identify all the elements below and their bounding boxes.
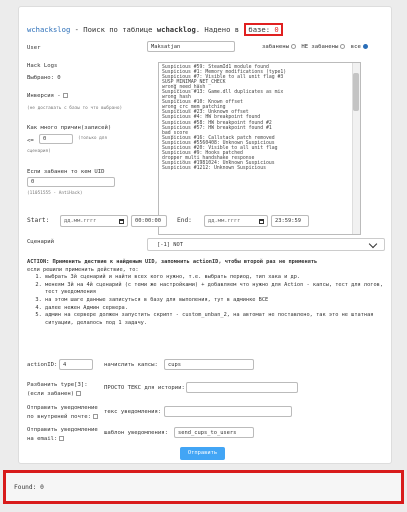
- found-text: Found: 0: [14, 484, 44, 491]
- list-item[interactable]: wrong_crc_mem_patching: [162, 105, 226, 111]
- submit-button[interactable]: Отправить: [180, 447, 225, 460]
- history-input[interactable]: [186, 382, 298, 393]
- unban-note: (если забанен): [27, 391, 75, 397]
- action-id-label: actionID:: [27, 362, 58, 368]
- start-date-input[interactable]: [60, 215, 128, 227]
- header-link[interactable]: wchackslog: [27, 25, 71, 34]
- action-steps: [27, 274, 387, 327]
- internal-mail-label-2: по внутреней почте:: [27, 414, 91, 420]
- caps-label: начислить капсы:: [104, 362, 158, 368]
- inversion-checkbox[interactable]: [63, 93, 68, 98]
- hack-logs-items: [162, 65, 360, 171]
- list-item[interactable]: Suspicious #1: Memory modifications (type1): [162, 70, 287, 76]
- unban-note-row: [27, 391, 81, 397]
- start-time-value: 00:00:00: [135, 218, 161, 224]
- email-checkbox[interactable]: [59, 436, 64, 441]
- internal-mail-label: Отправить уведомление: [27, 405, 98, 411]
- internal-mail-row: [27, 414, 98, 420]
- list-item[interactable]: Suspicious #57: HW breakpoint found #1: [162, 125, 272, 131]
- unban-row: [27, 382, 88, 388]
- list-item[interactable]: dropper_multi_handshake_response: [162, 155, 255, 161]
- scenario-label: Сценарий: [27, 239, 54, 245]
- hack-logs-list[interactable]: [158, 62, 361, 235]
- base-count: 0: [274, 25, 279, 34]
- radio-notbanned[interactable]: [340, 44, 345, 49]
- found-panel: [3, 470, 404, 504]
- list-item[interactable]: Suspicious #9: Hooks patched: [162, 150, 243, 156]
- end-time-value: 23:59:59: [275, 218, 301, 224]
- radio-banned[interactable]: [291, 44, 296, 49]
- action-line2: если решили применить действие, то:: [27, 266, 139, 273]
- unban-checkbox[interactable]: [76, 391, 81, 396]
- banned-uid-note: (11051555 - AntiHack): [27, 191, 83, 196]
- start-label: Start:: [27, 217, 50, 224]
- list-item[interactable]: Suspicious #1981024: Unknown Suspicious: [162, 160, 275, 166]
- list-item[interactable]: SUSP_MINIMAP_NET_CHECK: [162, 80, 226, 86]
- list-item[interactable]: wrong_need_hash: [162, 85, 206, 91]
- action-step: 4. далее нежен Админ сервера.: [45, 305, 387, 313]
- user-input[interactable]: [147, 41, 235, 52]
- action-step: 5. админ на сервере должен запустить скрипт - custom_unban_2, на автомат не поставлено, так это не штатная ситуации, делалось под 1 задачу.: [45, 312, 387, 327]
- header-found-label: . Надено в: [195, 25, 244, 34]
- list-item[interactable]: Suspicious #59: SteamId1 module found: [162, 65, 269, 70]
- scenario-value: [-1] NOT: [157, 242, 183, 248]
- list-item[interactable]: Suspicious #20: Visible to all unit flag: [162, 145, 278, 151]
- action-step: 2. менеям 3й на 4й сценарий (с теми же настройками) + добавляем что нужно для Action - капсы, тест для логов, тест уведомления: [45, 282, 387, 297]
- count-operator: <=: [27, 138, 34, 144]
- end-date-placeholder: дд.мм.гггг: [208, 218, 241, 224]
- list-item[interactable]: Suspicious #13: Game.dll duplicates as mix: [162, 90, 284, 96]
- list-item[interactable]: Suspicious #1212: Unknown Suspicious: [162, 165, 266, 171]
- count-label: Как много причин(записей): [27, 125, 112, 131]
- header-table-name: wchacklog: [156, 25, 196, 34]
- header-prefix: - Поиск по таблице: [70, 25, 157, 34]
- inversion-note: (не доставать с базы то что выбрано): [27, 106, 123, 111]
- notif-text-label: текс уведомления:: [104, 409, 162, 415]
- selected-count: Выбрано: 0: [27, 75, 61, 81]
- action-step: 3. на этом шаге данные записуться в базу для выполения, тут в админке ВСЕ: [45, 297, 387, 305]
- page-title: [27, 23, 283, 36]
- chevron-down-icon: [369, 240, 377, 248]
- search-card: [18, 6, 392, 464]
- inversion-label: Инверсия -: [27, 93, 61, 99]
- list-item[interactable]: Suspicious #58: HW breakpoint found #2: [162, 120, 272, 126]
- history-label: ПРОСТО ТЕКС для истории:: [104, 385, 185, 391]
- count-note-2: сценария): [27, 149, 51, 154]
- radio-all-label: все: [350, 44, 361, 50]
- list-item[interactable]: Suspicious #23: Unknown offset: [162, 110, 249, 116]
- unban-label: Разбанить type[3]:: [27, 382, 88, 388]
- list-scrollbar-track[interactable]: [352, 63, 360, 234]
- start-date-placeholder: дд.мм.гггг: [64, 218, 97, 224]
- list-item[interactable]: bad_score: [162, 130, 188, 136]
- user-label: User: [27, 45, 41, 51]
- list-item[interactable]: wrong_hash: [162, 95, 191, 101]
- banned-uid-label: Если забанен то кем UID: [27, 169, 105, 175]
- email-label: Отправить уведомление: [27, 427, 98, 433]
- user-filter-radios: [262, 44, 370, 50]
- base-label: базе:: [248, 25, 275, 34]
- list-item[interactable]: Suspicious #10: Known offset: [162, 100, 243, 106]
- internal-mail-checkbox[interactable]: [93, 414, 98, 419]
- list-scrollbar-thumb[interactable]: [353, 73, 359, 111]
- count-input[interactable]: [39, 134, 73, 144]
- end-time-input[interactable]: [271, 215, 309, 227]
- inversion-row: [27, 93, 68, 99]
- banned-uid-input[interactable]: [27, 177, 115, 187]
- list-item[interactable]: Suspicious #4: HW breakpoint found: [162, 115, 261, 121]
- email-label-2: на email:: [27, 436, 58, 442]
- hack-logs-label: Hack Logs: [27, 63, 58, 69]
- list-item[interactable]: Suspicious #16: Callstack patch removed: [162, 135, 275, 141]
- end-label: End:: [177, 217, 192, 224]
- base-count-box: [244, 23, 282, 36]
- action-line1: ACTION: Применить дествие к найденым UID, запомнить actionID, чтобы второй раз не применять: [27, 259, 318, 265]
- end-date-input[interactable]: [204, 215, 268, 227]
- caps-input[interactable]: [164, 359, 254, 370]
- start-time-input[interactable]: [131, 215, 167, 227]
- action-instructions: [27, 259, 387, 327]
- list-item[interactable]: Suspicious #7: Visible to all unit flag #3: [162, 75, 284, 81]
- email-row: [27, 436, 64, 442]
- action-step: 1. выбрать 3й сценарий и найти всех кого нужно, т.е. выбрать период, тип хака и др.: [45, 274, 387, 282]
- template-input[interactable]: [174, 427, 254, 438]
- count-note: (только для: [78, 136, 108, 141]
- radio-notbanned-label: НЕ забанены: [301, 44, 339, 50]
- list-item[interactable]: Suspicious #5560408: Unknown Suspicious: [162, 140, 275, 146]
- radio-banned-label: забанены: [262, 44, 289, 50]
- notif-text-input[interactable]: [164, 406, 292, 417]
- action-id-input[interactable]: [59, 359, 93, 370]
- scenario-select[interactable]: [147, 238, 385, 251]
- template-label: шаблон уведомления:: [104, 430, 168, 436]
- calendar-icon[interactable]: [259, 219, 264, 224]
- calendar-icon[interactable]: [119, 219, 124, 224]
- radio-all[interactable]: [363, 44, 368, 49]
